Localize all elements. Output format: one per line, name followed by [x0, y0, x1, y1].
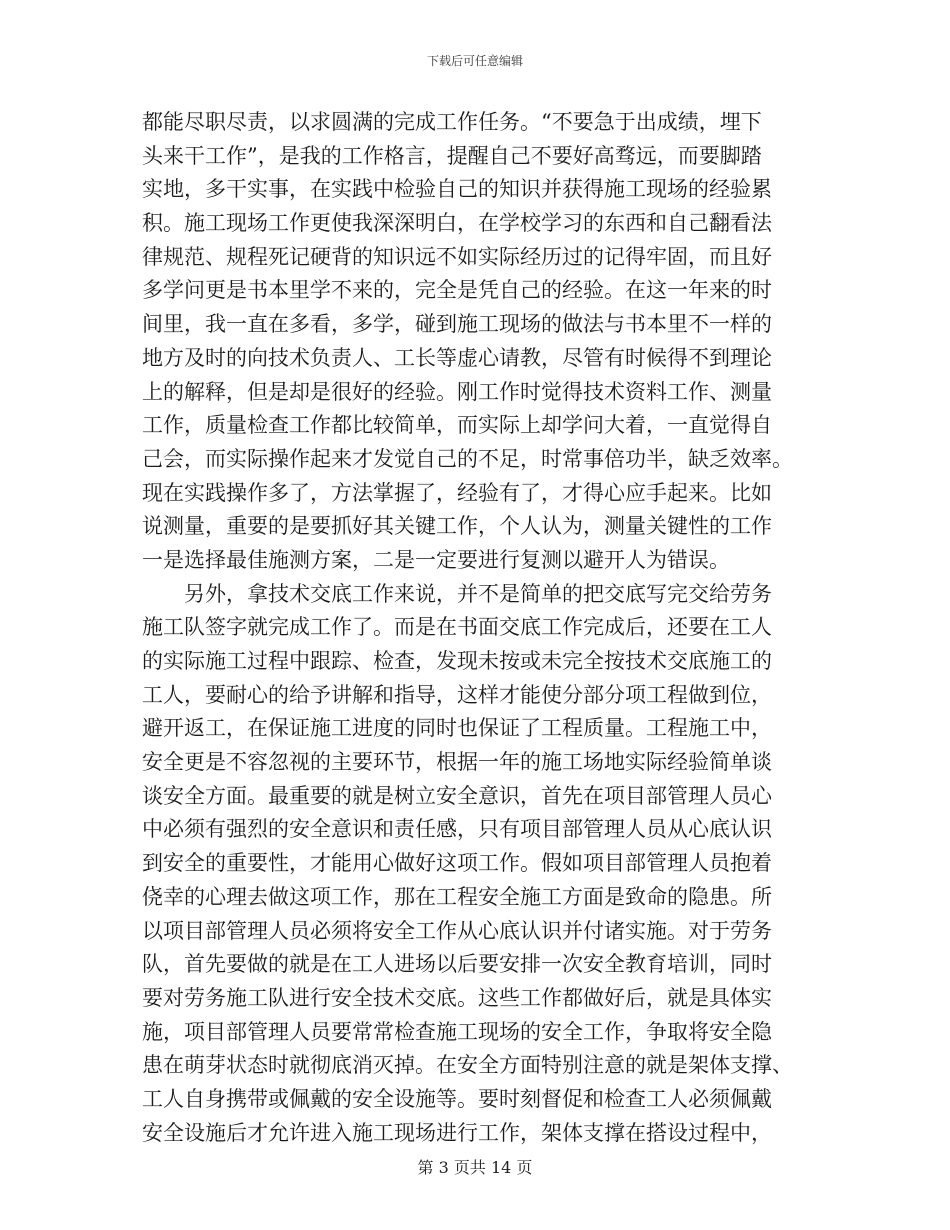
text-line: 工作，质量检查工作都比较简单，而实际上却学问大着，一直觉得自 — [142, 413, 772, 438]
text-line: 施，项目部管理人员要常常检查施工现场的安全工作，争取将安全隐 — [142, 1019, 772, 1044]
text-line: 安全更是不容忽视的主要环节，根据一年的施工场地实际经验简单谈 — [142, 750, 772, 775]
text-line: 到安全的重要性，才能用心做好这项工作。假如项目部管理人员抱着 — [142, 851, 772, 876]
text-line: 地方及时的向技术负责人、工长等虚心请教，尽管有时候得不到理论 — [142, 345, 772, 370]
text-line: 要对劳务施工队进行安全技术交底。这些工作都做好后，就是具体实 — [142, 985, 772, 1010]
text-line: 积。施工现场工作更使我深深明白，在学校学习的东西和自己翻看法 — [142, 211, 772, 236]
text-line: 工人自身携带或佩戴的安全设施等。要时刻督促和检查工人必须佩戴 — [142, 1086, 772, 1111]
text-line: 上的解释，但是却是很好的经验。刚工作时觉得技术资料工作、测量 — [142, 379, 772, 404]
page-header: 下载后可任意编辑 — [426, 54, 523, 68]
text-line: 现在实践操作多了，方法掌握了，经验有了，才得心应手起来。比如 — [142, 480, 772, 505]
text-line: 实地，多干实事，在实践中检验自己的知识并获得施工现场的经验累 — [142, 177, 772, 202]
text-line: 施工队签字就完成工作了。而是在书面交底工作完成后，还要在工人 — [142, 615, 772, 640]
text-line: 间里，我一直在多看，多学，碰到施工现场的做法与书本里不一样的 — [142, 312, 772, 337]
text-line: 以项目部管理人员必须将安全工作从心底认识并付诸实施。对于劳务 — [142, 918, 772, 943]
text-line: 的实际施工过程中跟踪、检查，发现未按或未完全按技术交底施工的 — [142, 649, 772, 673]
text-line: 患在萌芽状态时就彻底消灭掉。在安全方面特别注意的就是架体支撑、 — [142, 1053, 793, 1078]
text-line: 工人，要耐心的给予讲解和指导，这样才能使分部分项工程做到位， — [142, 682, 772, 707]
text-line: 安全设施后才允许进入施工现场进行工作，架体支撑在搭设过程中， — [142, 1120, 772, 1145]
text-line: 谈安全方面。最重要的就是树立安全意识，首先在项目部管理人员心 — [142, 783, 772, 808]
text-line: 头来干工作”，是我的工作格言，提醒自己不要好高骛远，而要脚踏 — [142, 143, 762, 168]
text-line: 都能尽职尽责，以求圆满的完成工作任务。“不要急于出成绩，埋下 — [142, 110, 762, 134]
text-line: 避开返工，在保证施工进度的同时也保证了工程质量。工程施工中， — [142, 716, 772, 741]
text-line: 中必须有强烈的安全意识和责任感，只有项目部管理人员从心底认识 — [142, 817, 772, 842]
text-line: 多学问更是书本里学不来的，完全是凭自己的经验。在这一年来的时 — [142, 278, 772, 303]
text-line: 己会，而实际操作起来才发觉自己的不足，时常事倍功半，缺乏效率。 — [142, 446, 793, 471]
text-line: 另外，拿技术交底工作来说，并不是简单的把交底写完交给劳务 — [142, 581, 772, 606]
text-line: 一是选择最佳施测方案，二是一定要进行复测以避开人为错误。 — [142, 547, 730, 572]
page-footer: 第 3 页共 14 页 — [417, 1158, 533, 1177]
document-body — [142, 106, 818, 1150]
text-line: 律规范、规程死记硬背的知识远不如实际经历过的记得牢固，而且好 — [142, 244, 772, 269]
text-line: 队，首先要做的就是在工人进场以后要安排一次安全教育培训，同时 — [142, 952, 772, 977]
text-line: 说测量，重要的是要抓好其关键工作，个人认为，测量关键性的工作 — [142, 514, 772, 539]
text-line: 侥幸的心理去做这项工作，那在工程安全施工方面是致命的隐患。所 — [142, 884, 772, 909]
